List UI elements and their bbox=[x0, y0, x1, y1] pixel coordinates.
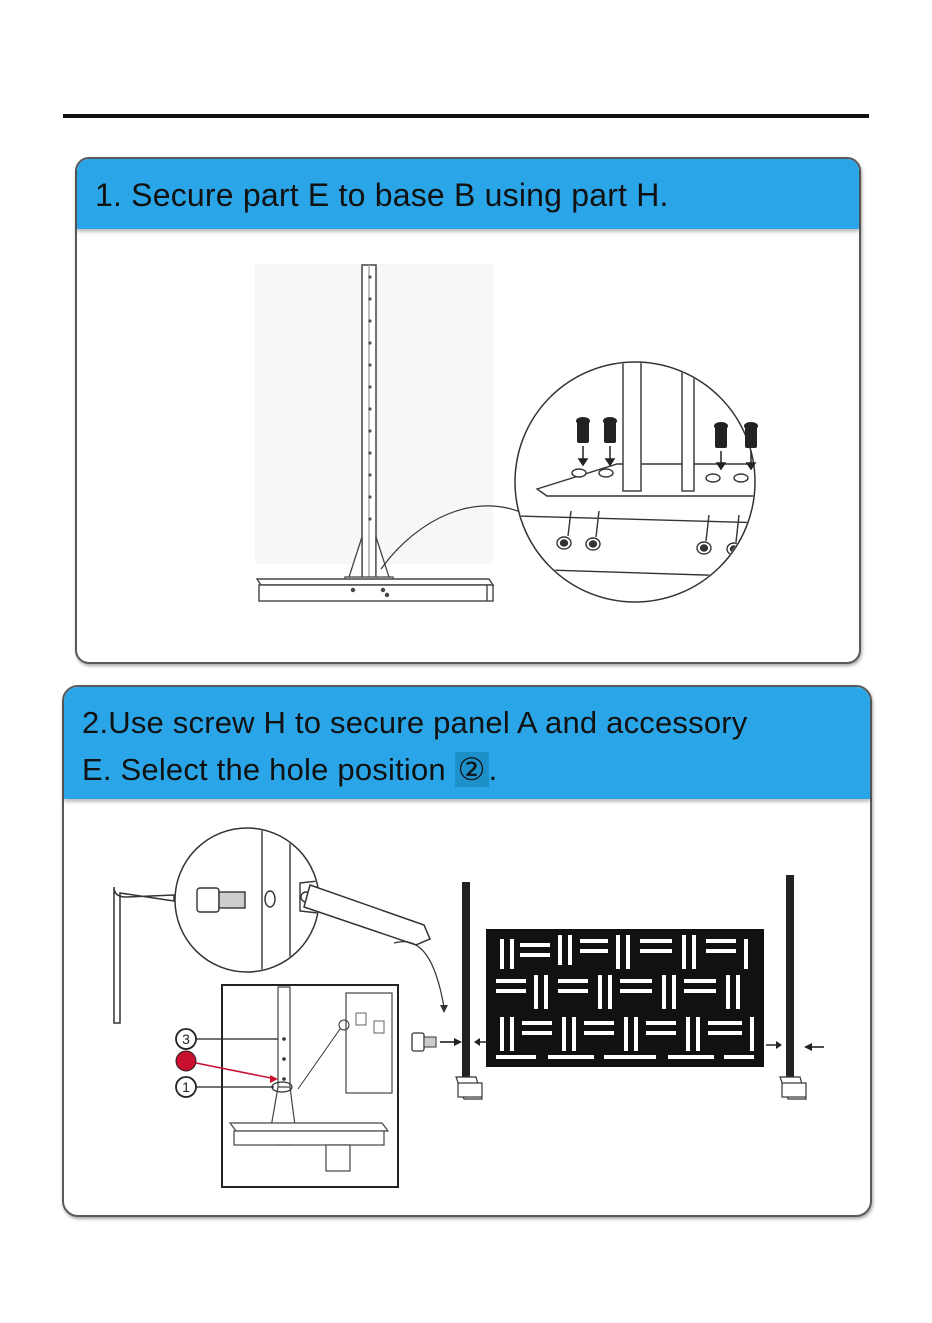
right-arrow-icon bbox=[440, 1038, 462, 1046]
inset-hole-detail bbox=[222, 985, 398, 1187]
left-post bbox=[456, 882, 482, 1099]
step-2-card bbox=[62, 685, 872, 1217]
step-1-illustration bbox=[77, 159, 859, 662]
step-2-title-text: E. Select the hole position bbox=[82, 752, 455, 787]
step-2-title-line1: 2.Use screw H to secure panel A and accessory bbox=[82, 705, 748, 740]
allen-key-icon bbox=[114, 887, 174, 1023]
step-1-title: 1. Secure part E to base B using part H. bbox=[95, 177, 669, 213]
step-2-illustration bbox=[64, 687, 870, 1215]
zoom-screw-detail bbox=[175, 827, 430, 977]
wrench-icon bbox=[304, 885, 430, 945]
wrench-leader bbox=[394, 942, 444, 1007]
callout-1-label: 1 bbox=[182, 1079, 190, 1095]
upright-post bbox=[362, 265, 376, 583]
step-1-card bbox=[75, 157, 861, 664]
callout-3-label: 3 bbox=[182, 1031, 190, 1047]
hole-position-marker: ② bbox=[455, 752, 489, 787]
left-arrow-icon bbox=[804, 1043, 824, 1051]
double-arrow-right bbox=[766, 1041, 782, 1049]
base-b bbox=[257, 579, 493, 601]
zoom-detail-circle bbox=[515, 344, 777, 602]
decorative-panel-a bbox=[486, 929, 764, 1067]
step-2-title-end: . bbox=[488, 752, 498, 787]
top-rule bbox=[63, 114, 869, 118]
screw-h-icon bbox=[412, 1033, 436, 1051]
leader-arrow bbox=[440, 1005, 448, 1013]
right-post bbox=[780, 875, 806, 1099]
